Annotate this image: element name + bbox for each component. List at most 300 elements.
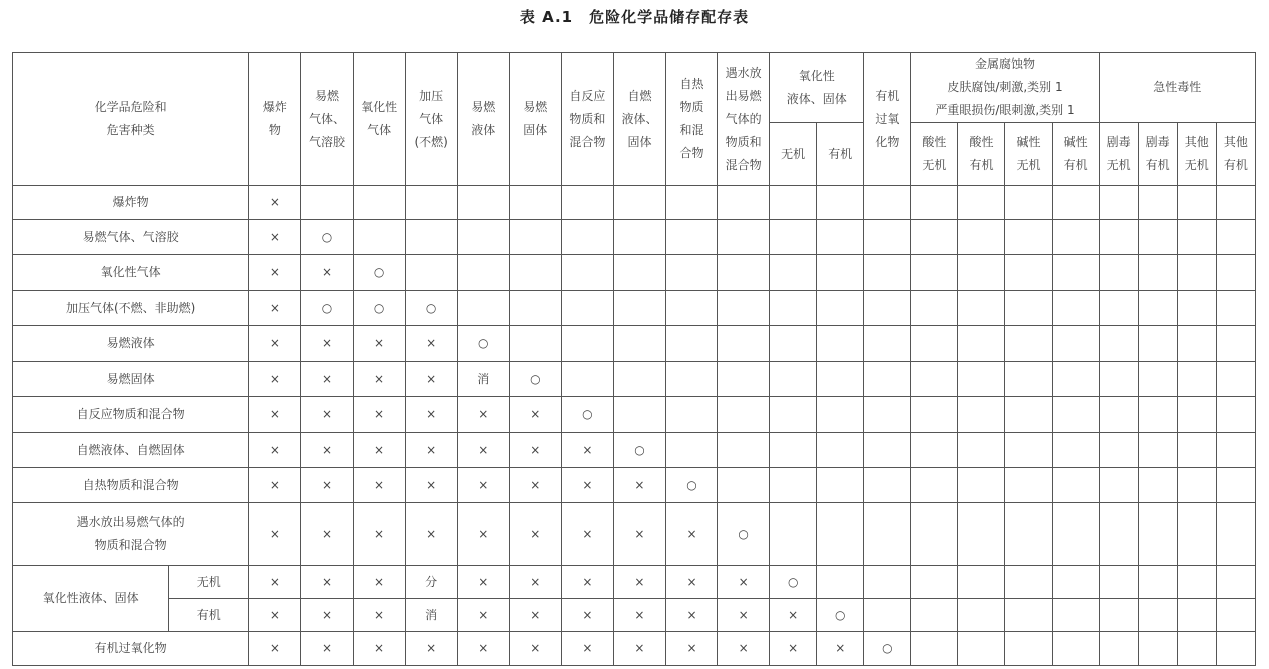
empty-cell [958,433,1005,468]
empty-cell [1005,291,1052,326]
col-corrosive-sub-line: 酸性 [969,135,994,149]
col-water-reactive-line: 混合物 [725,157,762,172]
col-organic-peroxide-line: 有机 [875,88,900,103]
row-label: 有机过氧化物 [13,632,249,666]
empty-cell [817,362,864,397]
table-row [13,362,1256,397]
empty-cell [1052,566,1099,599]
empty-cell [613,220,665,255]
empty-cell [770,397,817,433]
empty-cell [911,255,958,291]
empty-cell [718,468,770,503]
empty-cell [1177,291,1216,326]
empty-cell [864,433,911,468]
empty-cell [613,326,665,362]
empty-cell [666,397,718,433]
empty-cell [561,291,613,326]
table-row [13,599,1256,632]
compat-mark: × [457,503,509,566]
compat-mark: × [249,291,301,326]
col-flammable-liquid-line: 易燃 [471,100,496,114]
compat-mark: ○ [353,255,405,291]
col-corrosive-sub [1052,123,1099,186]
empty-cell [1216,468,1255,503]
compat-mark: × [666,599,718,632]
empty-cell [1052,220,1099,255]
empty-cell [864,291,911,326]
compat-mark: × [405,326,457,362]
col-organic-peroxide-line: 化物 [875,134,900,149]
empty-cell [405,186,457,220]
empty-cell [911,186,958,220]
row-label: 爆炸物 [13,186,249,220]
compat-mark: 消 [405,599,457,632]
compat-mark: × [301,362,353,397]
row-label: 加压气体(不燃、非助燃) [13,291,249,326]
empty-cell [1138,362,1177,397]
empty-cell [1005,326,1052,362]
empty-cell [666,326,718,362]
empty-cell [1099,566,1138,599]
empty-cell [1099,599,1138,632]
compat-mark: × [561,503,613,566]
compat-mark: × [249,186,301,220]
col-toxic-sub-line: 其他 [1184,135,1209,149]
empty-cell [457,220,509,255]
compat-mark: × [509,468,561,503]
compat-mark: × [301,632,353,666]
col-toxic-sub-line: 无机 [1184,158,1209,172]
empty-cell [457,255,509,291]
empty-cell [1216,220,1255,255]
compat-mark: × [770,599,817,632]
col-organic-peroxide-line: 过氧 [875,111,900,126]
compat-mark: × [561,468,613,503]
col-toxic-sub-line: 其他 [1223,135,1248,149]
empty-cell [911,220,958,255]
empty-cell [1177,632,1216,666]
empty-cell [958,326,1005,362]
empty-cell [509,220,561,255]
col-flammable-liquid-line: 液体 [471,123,496,137]
compat-mark: ○ [405,291,457,326]
col-pyrophoric-line: 自燃 [627,88,652,103]
empty-cell [911,433,958,468]
empty-cell [1138,220,1177,255]
empty-cell [1216,186,1255,220]
compat-mark: × [353,362,405,397]
col-flammable-gas [301,53,353,186]
compat-mark: × [666,632,718,666]
row-label [13,503,249,566]
table-row [13,433,1256,468]
empty-cell [1138,599,1177,632]
empty-cell [770,503,817,566]
compat-mark: × [457,468,509,503]
compat-mark: × [301,255,353,291]
compat-mark: × [561,433,613,468]
empty-cell [817,291,864,326]
compat-mark: ○ [613,433,665,468]
empty-cell [1005,362,1052,397]
col-toxic-sub [1216,123,1255,186]
empty-cell [958,503,1005,566]
empty-cell [817,186,864,220]
compat-mark: × [249,503,301,566]
col-flammable-solid [509,53,561,186]
empty-cell [1216,433,1255,468]
empty-cell [864,220,911,255]
empty-cell [1138,503,1177,566]
table-row [13,255,1256,291]
compat-mark: × [457,632,509,666]
empty-cell [1177,326,1216,362]
empty-cell [817,326,864,362]
compat-mark: ○ [301,291,353,326]
col-pressurized-gas [405,53,457,186]
empty-cell [405,255,457,291]
col-corrosive-sub [911,123,958,186]
empty-cell [1052,362,1099,397]
empty-cell [958,599,1005,632]
col-oxidizing-liquid-solid-line: 液体、固体 [786,91,847,106]
empty-cell [1177,220,1216,255]
empty-cell [1005,566,1052,599]
empty-cell [958,186,1005,220]
empty-cell [561,326,613,362]
empty-cell [1099,433,1138,468]
empty-cell [770,255,817,291]
row-label: 易燃固体 [13,362,249,397]
empty-cell [718,362,770,397]
compat-mark: ○ [301,220,353,255]
empty-cell [770,468,817,503]
col-explosive-line: 爆炸 [262,100,287,114]
empty-cell [1052,632,1099,666]
empty-cell [864,566,911,599]
compat-mark: × [301,566,353,599]
compat-mark: ○ [666,468,718,503]
empty-cell [1099,220,1138,255]
col-toxic-sub-line: 有机 [1223,158,1248,172]
empty-cell [613,255,665,291]
col-pressurized-gas-line: (不燃) [414,134,448,149]
compat-mark: × [301,326,353,362]
storage-compatibility-table [12,52,1256,666]
col-self-reactive [561,53,613,186]
compat-mark: × [405,632,457,666]
empty-cell [1177,255,1216,291]
compat-mark: ○ [457,326,509,362]
compat-mark: × [718,566,770,599]
compat-mark: × [249,468,301,503]
empty-cell [1216,632,1255,666]
compat-mark: × [353,326,405,362]
empty-cell [405,220,457,255]
empty-cell [1052,503,1099,566]
empty-cell [958,397,1005,433]
compat-mark: × [561,599,613,632]
empty-cell [864,326,911,362]
compat-mark: × [613,503,665,566]
empty-cell [1138,566,1177,599]
compat-mark: × [249,566,301,599]
table-row [13,326,1256,362]
empty-cell [1138,186,1177,220]
empty-cell [718,255,770,291]
col-self-heating-line: 自热 [679,77,704,91]
empty-cell [1177,397,1216,433]
compat-mark: × [509,599,561,632]
empty-cell [958,468,1005,503]
empty-cell [911,468,958,503]
compat-mark: × [249,433,301,468]
compat-mark: ○ [817,599,864,632]
compat-mark: × [301,397,353,433]
empty-cell [1052,433,1099,468]
empty-cell [817,255,864,291]
compat-mark: × [457,397,509,433]
col-toxic-sub [1138,123,1177,186]
col-explosive [249,53,301,186]
row-label-line: 遇水放出易燃气体的 [76,515,185,529]
table-row [13,186,1256,220]
compat-mark: × [457,599,509,632]
compat-mark: ○ [770,566,817,599]
table-row [13,220,1256,255]
compat-mark: × [770,632,817,666]
col-self-reactive-line: 混合物 [569,134,606,149]
empty-cell [1052,326,1099,362]
col-pressurized-gas-line: 气体 [419,111,444,126]
compat-mark: × [509,632,561,666]
empty-cell [770,291,817,326]
table-title: 表 A.1 危险化学品储存配存表 [519,8,750,26]
empty-cell [509,186,561,220]
row-label: 易燃液体 [13,326,249,362]
col-corrosive-sub [1005,123,1052,186]
empty-cell [666,220,718,255]
empty-cell [1216,255,1255,291]
empty-cell [770,362,817,397]
compat-mark: ○ [561,397,613,433]
empty-cell [958,220,1005,255]
empty-cell [1099,503,1138,566]
col-pyrophoric-line: 固体 [627,134,652,149]
empty-cell [718,291,770,326]
empty-cell [911,566,958,599]
compat-mark: × [666,566,718,599]
empty-cell [666,362,718,397]
col-explosive-line: 物 [268,123,281,137]
empty-cell [864,397,911,433]
col-acute-toxicity: 急性毒性 [1099,53,1255,123]
empty-cell [817,468,864,503]
col-flammable-gas-line: 气体、 [308,111,345,126]
empty-cell [864,362,911,397]
empty-cell [561,186,613,220]
empty-cell [1177,468,1216,503]
empty-cell [1099,397,1138,433]
corner-header-line: 危害种类 [106,123,155,137]
empty-cell [770,186,817,220]
empty-cell [911,632,958,666]
empty-cell [666,186,718,220]
empty-cell [1177,433,1216,468]
empty-cell [864,468,911,503]
empty-cell [817,220,864,255]
compat-mark: × [353,433,405,468]
compat-mark: × [509,397,561,433]
compat-mark: × [353,566,405,599]
compat-mark: × [817,632,864,666]
empty-cell [958,362,1005,397]
empty-cell [1177,362,1216,397]
row-sublabel: 无机 [169,566,249,599]
col-corrosive-sub-line: 酸性 [922,135,947,149]
row-sublabel: 有机 [169,599,249,632]
compat-mark: × [353,397,405,433]
col-toxic-sub-line: 无机 [1106,158,1131,172]
col-corrosive-sub-line: 碱性 [1016,135,1041,149]
col-oxidizing-gas [353,53,405,186]
col-toxic-sub [1177,123,1216,186]
col-water-reactive-line: 遇水放 [725,65,762,80]
empty-cell [561,362,613,397]
empty-cell [864,255,911,291]
col-flammable-solid-line: 易燃 [523,100,548,114]
compat-mark: × [353,599,405,632]
col-flammable-gas-line: 气溶胶 [308,134,345,149]
row-label: 自热物质和混合物 [13,468,249,503]
row-label-line: 物质和混合物 [94,538,167,552]
col-corrosive-sub-line: 碱性 [1063,135,1088,149]
empty-cell [1052,397,1099,433]
empty-cell [770,220,817,255]
empty-cell [958,566,1005,599]
empty-cell [1216,566,1255,599]
compat-mark: ○ [353,291,405,326]
empty-cell [353,220,405,255]
empty-cell [509,255,561,291]
empty-cell [1099,632,1138,666]
table-row [13,566,1256,599]
table-row [13,468,1256,503]
empty-cell [1216,599,1255,632]
empty-cell [1216,326,1255,362]
empty-cell [1099,362,1138,397]
empty-cell [561,220,613,255]
empty-cell [1177,566,1216,599]
empty-cell [1216,397,1255,433]
empty-cell [864,186,911,220]
empty-cell [613,291,665,326]
col-water-reactive-line: 气体的 [725,111,762,126]
empty-cell [1177,186,1216,220]
empty-cell [1052,186,1099,220]
compat-mark: × [509,433,561,468]
empty-cell [1216,503,1255,566]
compat-mark: × [561,632,613,666]
table-row [13,632,1256,666]
compat-mark: × [249,632,301,666]
empty-cell [817,397,864,433]
compat-mark: × [301,503,353,566]
empty-cell [1138,255,1177,291]
compat-mark: × [613,599,665,632]
empty-cell [958,255,1005,291]
compat-mark: × [301,599,353,632]
col-self-heating [666,53,718,186]
col-pyrophoric [613,53,665,186]
col-toxic-sub-line: 剧毒 [1145,135,1170,149]
empty-cell [613,362,665,397]
empty-cell [561,255,613,291]
compat-mark: 分 [405,566,457,599]
compat-mark: × [353,468,405,503]
col-organic-peroxide [864,53,911,186]
empty-cell [1005,186,1052,220]
empty-cell [613,186,665,220]
compat-mark: × [405,362,457,397]
col-pyrophoric-line: 液体、 [621,111,658,126]
compat-mark: × [353,632,405,666]
compat-mark: × [353,503,405,566]
empty-cell [457,186,509,220]
empty-cell [1005,599,1052,632]
empty-cell [1138,632,1177,666]
empty-cell [1138,291,1177,326]
empty-cell [718,433,770,468]
col-oxidizing-sub: 无机 [770,123,817,186]
col-corrosive [911,53,1099,123]
compat-mark: × [457,566,509,599]
empty-cell [911,503,958,566]
compat-mark: × [405,503,457,566]
empty-cell [353,186,405,220]
col-pressurized-gas-line: 加压 [419,88,444,103]
empty-cell [1099,291,1138,326]
empty-cell [1005,503,1052,566]
col-corrosive-line: 皮肤腐蚀/刺激,类别 1 [947,80,1063,94]
empty-cell [958,632,1005,666]
col-self-heating-line: 物质 [679,100,704,114]
compat-mark: × [301,468,353,503]
compat-mark: × [249,362,301,397]
row-label: 自燃液体、自燃固体 [13,433,249,468]
empty-cell [911,291,958,326]
empty-cell [1052,255,1099,291]
empty-cell [1005,468,1052,503]
col-oxidizing-liquid-solid-line: 氧化性 [798,68,835,83]
empty-cell [718,220,770,255]
empty-cell [770,326,817,362]
col-corrosive-sub-line: 有机 [969,158,994,172]
row-label: 自反应物质和混合物 [13,397,249,433]
empty-cell [666,433,718,468]
col-corrosive-sub-line: 无机 [922,158,947,172]
corner-header [13,53,249,186]
empty-cell [1177,503,1216,566]
empty-cell [1216,291,1255,326]
col-corrosive-line: 严重眼损伤/眼刺激,类别 1 [935,103,1075,117]
col-self-reactive-line: 自反应 [569,88,606,103]
empty-cell [817,566,864,599]
table-row [13,397,1256,433]
col-toxic-sub-line: 剧毒 [1106,135,1131,149]
compat-mark: × [613,632,665,666]
empty-cell [911,397,958,433]
